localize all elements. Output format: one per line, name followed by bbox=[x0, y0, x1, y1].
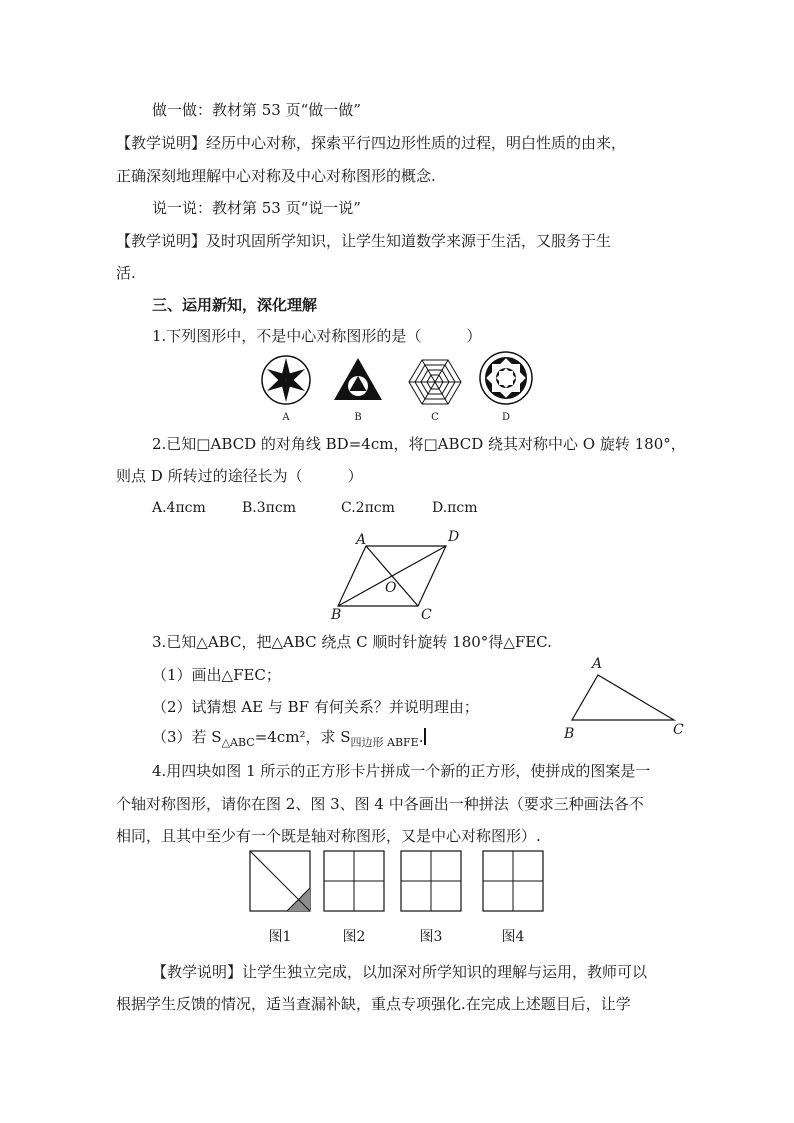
text-line-2: 【教学说明】经历中心对称，探索平行四边形性质的过程，明白性质的由来， bbox=[116, 134, 627, 152]
figure-d-label: D bbox=[501, 412, 511, 423]
figure-3-caption: 图3 bbox=[419, 929, 443, 945]
figure-2-caption: 图2 bbox=[342, 929, 366, 945]
figure-4-caption: 图4 bbox=[501, 929, 525, 945]
question-3-part-3-sub-1: △ABC bbox=[221, 736, 255, 749]
question-4-line-1: 4.用四块如图 1 所示的正方形卡片拼成一个新的正方形，使拼成的图案是一 bbox=[152, 762, 651, 780]
triangle-abc bbox=[570, 672, 680, 722]
question-4-line-3: 相同，且其中至少有一个既是轴对称图形，又是中心对称图形）. bbox=[116, 827, 541, 845]
parallelogram-label-o: O bbox=[385, 580, 397, 596]
question-3-part-3 bbox=[152, 727, 426, 753]
text-line-3: 正确深刻地理解中心对称及中心对称图形的概念. bbox=[116, 167, 436, 185]
figure-c-label: C bbox=[431, 412, 439, 423]
parallelogram-abcd bbox=[336, 540, 476, 610]
note-line-2: 根据学生反馈的情况，适当查漏补缺，重点专项强化.在完成上述题目后，让学 bbox=[116, 995, 631, 1013]
question-3-part-3-text-c: . bbox=[418, 728, 424, 746]
figure-2-grid bbox=[323, 850, 385, 912]
triangle-label-c: C bbox=[673, 722, 684, 738]
triangle-label-b: B bbox=[564, 726, 575, 742]
figure-c-hexagon bbox=[408, 358, 462, 406]
question-3-part-2: （2）试猜想 AE 与 BF 有何关系？并说明理由； bbox=[152, 698, 479, 716]
figure-4-grid bbox=[482, 850, 544, 912]
text-cursor bbox=[424, 728, 426, 745]
figure-3-grid bbox=[400, 850, 462, 912]
question-3-part-3-sub-2: 四边形 ABFE bbox=[350, 736, 419, 749]
text-line-6: 活. bbox=[116, 264, 136, 282]
parallelogram-label-b: B bbox=[331, 607, 342, 623]
question-3-part-1: （1）画出△FEC； bbox=[152, 666, 281, 684]
figure-b-label: B bbox=[354, 412, 362, 423]
figure-1-card bbox=[249, 850, 311, 912]
section-heading: 三、运用新知，深化理解 bbox=[152, 296, 318, 314]
parallelogram-label-d: D bbox=[448, 529, 460, 545]
triangle-label-a: A bbox=[592, 656, 603, 672]
option-c: C.2πcm bbox=[341, 500, 395, 516]
figure-b-triangle bbox=[332, 356, 384, 404]
question-3-part-3-text-a: （3）若 S bbox=[152, 728, 222, 746]
question-3-part-3-text-b: =4cm²，求 S bbox=[254, 728, 351, 746]
figure-a-star-circle bbox=[260, 354, 312, 406]
option-d: D.πcm bbox=[432, 500, 478, 516]
text-line-4: 说一说：教材第 53 页“说一说” bbox=[152, 199, 361, 217]
option-a: A.4πcm bbox=[152, 500, 206, 516]
question-2-line-2: 则点 D 所转过的途径长为（ ） bbox=[116, 467, 363, 485]
figure-d-octagram-circle bbox=[478, 350, 534, 406]
option-b: B.3πcm bbox=[242, 500, 296, 516]
figure-1-caption: 图1 bbox=[268, 929, 292, 945]
text-line-5: 【教学说明】及时巩固所学知识，让学生知道数学来源于生活，又服务于生 bbox=[116, 232, 612, 250]
note-line-1: 【教学说明】让学生独立完成，以加深对所学知识的理解与运用，教师可以 bbox=[152, 963, 648, 981]
question-1: 1.下列图形中，不是中心对称图形的是（ ） bbox=[152, 327, 482, 345]
question-2-line-1: 2.已知□ABCD 的对角线 BD=4cm，将□ABCD 绕其对称中心 O 旋转 180°， bbox=[152, 435, 686, 453]
question-4-line-2: 个轴对称图形，请你在图 2、图 3、图 4 中各画出一种拼法（要求三种画法各不 bbox=[116, 795, 644, 813]
parallelogram-label-c: C bbox=[421, 607, 432, 623]
question-3: 3.已知△ABC，把△ABC 绕点 C 顺时针旋转 180°得△FEC. bbox=[152, 633, 552, 651]
text-line-1: 做一做：教材第 53 页“做一做” bbox=[152, 101, 361, 119]
figure-a-label: A bbox=[282, 412, 290, 423]
parallelogram-label-a: A bbox=[356, 532, 367, 548]
